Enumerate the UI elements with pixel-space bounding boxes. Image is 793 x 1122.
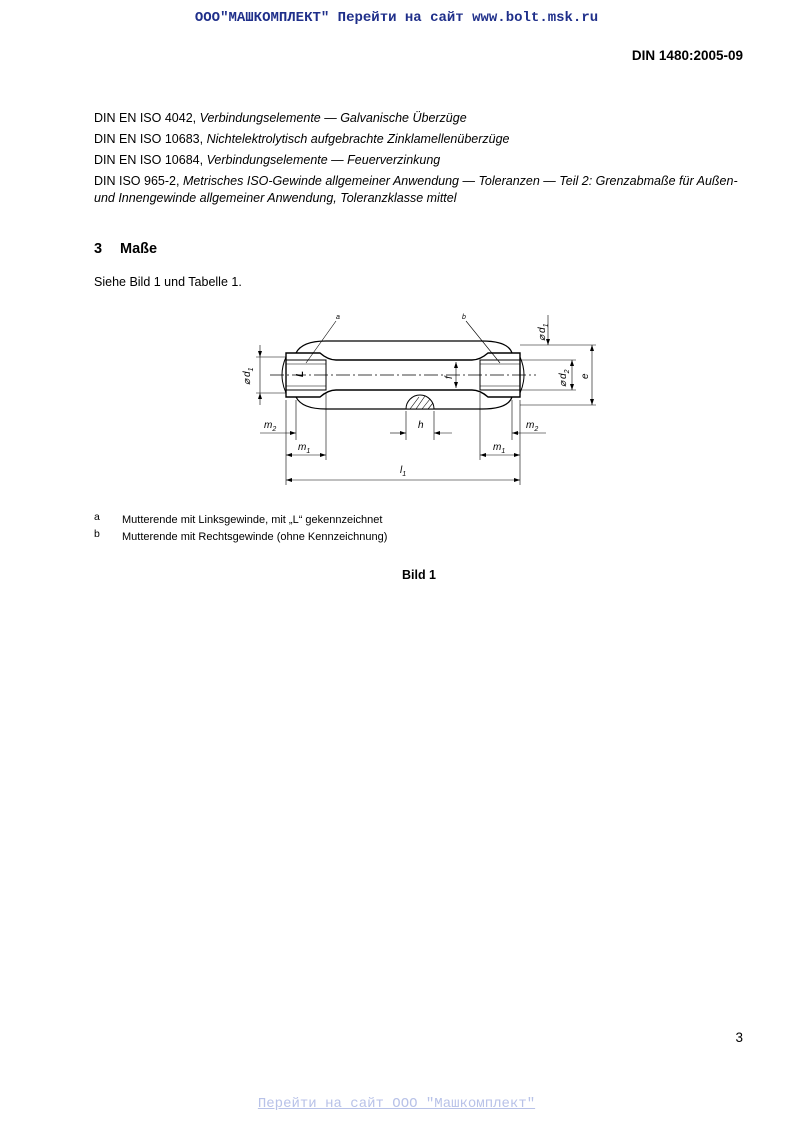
reference-code: DIN EN ISO 10684,: [94, 153, 207, 167]
footnote-b: [94, 528, 388, 543]
reference-code: DIN EN ISO 4042,: [94, 111, 200, 125]
footer-link[interactable]: Перейти на сайт ООО "Машкомплект": [257, 1096, 536, 1112]
label-b: b: [462, 314, 466, 321]
section-heading: [94, 241, 157, 257]
arrowhead: [480, 453, 486, 457]
reference-item: [94, 131, 750, 148]
label-m1-right: $m_1$: [493, 442, 506, 455]
reference-code: DIN EN ISO 10683,: [94, 132, 207, 146]
arrowhead: [400, 431, 406, 435]
label-L: L: [295, 370, 306, 377]
label-phi-d2: $⌀d_2$: [558, 369, 571, 387]
arrowhead: [454, 382, 458, 388]
label-m2-right: $m_2$: [526, 420, 539, 433]
turnbuckle-drawing: [220, 305, 620, 495]
site-banner-link[interactable]: ООО"МАШКОМПЛЕКТ" Перейти на сайт www.bolt.msk.ru: [194, 10, 599, 26]
arrowhead: [514, 478, 520, 482]
footnote-key: a: [94, 511, 100, 523]
reference-item: [94, 110, 750, 127]
label-h: h: [418, 420, 424, 431]
document-id: DIN 1480:2005-09: [631, 48, 743, 63]
footnote-text: Mutterende mit Rechtsgewinde (ohne Kennzeichnung): [122, 531, 388, 543]
arrowhead: [590, 399, 594, 405]
arrowhead: [570, 360, 574, 366]
page-number: 3: [735, 1030, 743, 1045]
arrowhead: [320, 453, 326, 457]
site-banner[interactable]: [0, 10, 793, 26]
reference-list: [94, 110, 750, 211]
body-outline-curve: [296, 397, 512, 409]
reference-title: Verbindungselemente — Galvanische Überzüge: [199, 111, 467, 125]
section-title: Maße: [120, 241, 158, 257]
section-intro: Siehe Bild 1 und Tabelle 1.: [94, 275, 242, 289]
label-f: f: [444, 376, 455, 379]
label-m1-left: $m_1$: [298, 442, 311, 455]
arrowhead: [454, 362, 458, 368]
label-phi-d1-left: $⌀d_1$: [242, 367, 255, 385]
reference-code: DIN ISO 965-2,: [94, 174, 183, 188]
arrowhead: [258, 351, 262, 357]
body-outline-curve: [296, 341, 512, 353]
label-m2-left: $m_2$: [264, 420, 277, 433]
figure-caption: Bild 1: [401, 568, 437, 582]
arrowhead: [570, 384, 574, 390]
arrowhead: [434, 431, 440, 435]
footnote-a: [94, 511, 383, 526]
arrowhead: [514, 453, 520, 457]
label-l1: $l_1$: [400, 465, 407, 478]
footnote-text: Mutterende mit Linksgewinde, mit „L“ gekennzeichnet: [122, 514, 383, 526]
reference-item: [94, 173, 750, 207]
arrowhead: [590, 345, 594, 351]
label-a: a: [336, 314, 340, 321]
arrowhead: [286, 478, 292, 482]
reference-title: Verbindungselemente — Feuerverzinkung: [206, 153, 441, 167]
arrowhead: [512, 431, 518, 435]
reference-title: Metrisches ISO-Gewinde allgemeiner Anwendung — Toleranzen — Teil 2: Grenzabmaße für Außen- und Innengewinde allgemeiner Anwendung, Toleranzklasse mittel: [94, 174, 738, 205]
section-number: 3: [94, 241, 103, 257]
footnote-key: b: [94, 528, 100, 540]
arrowhead: [286, 453, 292, 457]
label-phi-d1-right: $⌀d_1$: [537, 323, 550, 341]
reference-item: [94, 152, 750, 169]
arrowhead: [290, 431, 296, 435]
label-e: e: [580, 373, 591, 379]
reference-title: Nichtelektrolytisch aufgebrachte Zinklamellenüberzüge: [206, 132, 510, 146]
leader-a: [306, 321, 336, 363]
arrowhead: [258, 393, 262, 399]
